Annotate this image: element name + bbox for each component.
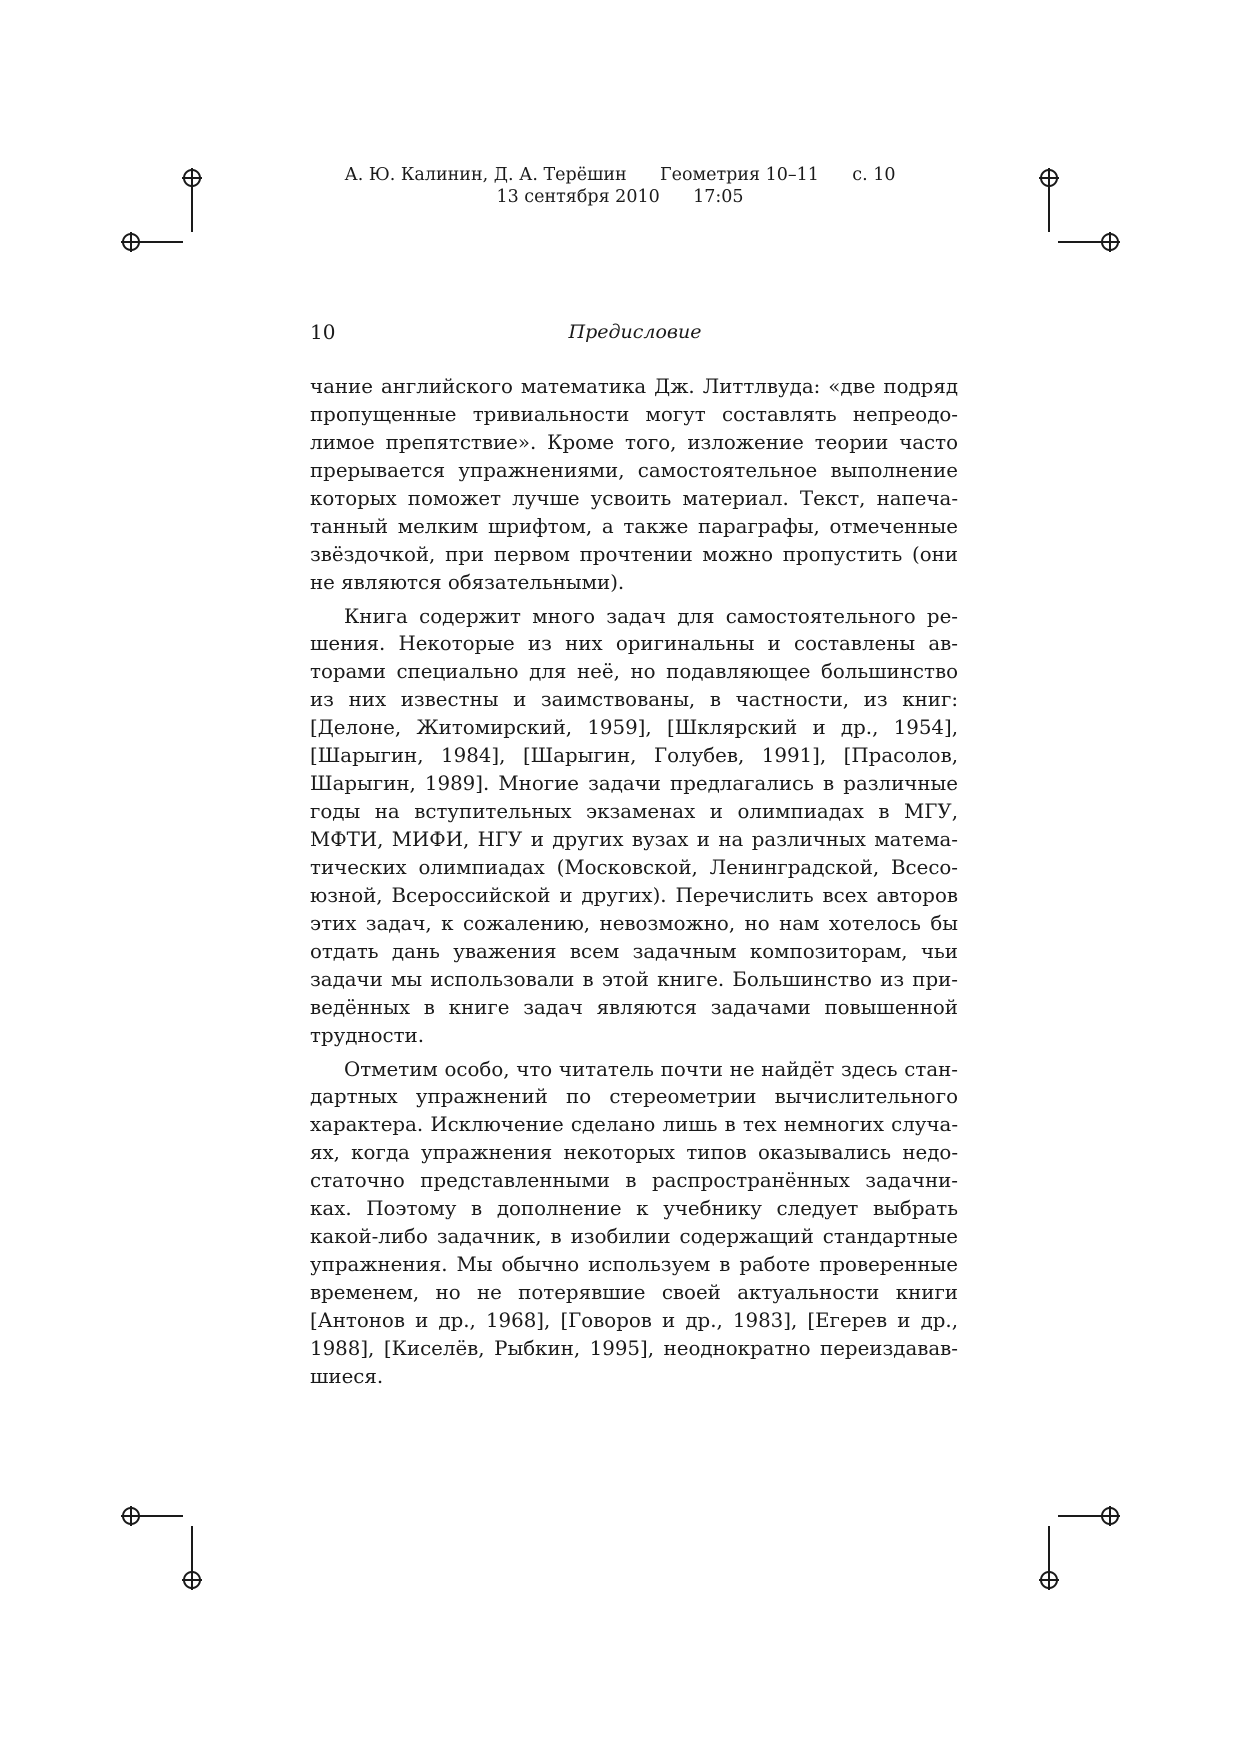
registration-mark-bottom-left-horizontal	[121, 1506, 183, 1526]
text-line: Книга содержит много задач для самостоятельного ре-	[344, 604, 958, 628]
text-line: ях, когда упражнения некоторых типов оказывались недо-	[310, 1141, 958, 1165]
print-slug-title: А. Ю. Калинин, Д. А. Терёшин Геометрия 10–11 с. 10	[344, 165, 896, 185]
registration-mark-top-right-horizontal	[1058, 232, 1120, 252]
text-line: МФТИ, МИФИ, НГУ и других вузах и на различных матема-	[310, 828, 958, 851]
text-line: шения. Некоторые из них оригинальны и составлены ав-	[310, 632, 958, 656]
text-line: упражнения. Мы обычно используем в работе проверенные	[310, 1253, 958, 1277]
registration-mark-bottom-left-vertical	[182, 1526, 202, 1590]
text-line: прерывается упражнениями, самостоятельное выполнение	[310, 458, 958, 482]
text-line: дартных упражнений по стереометрии вычислительного	[310, 1085, 958, 1109]
registration-mark-bottom-right-horizontal	[1058, 1506, 1120, 1526]
text-line: годы на вступительных экзаменах и олимпиадах в МГУ,	[310, 800, 958, 824]
text-line: трудности.	[310, 1023, 425, 1047]
text-line: статочно представленными в распространённых задачни-	[310, 1169, 958, 1193]
paragraph	[310, 603, 958, 1050]
text-line: торами специально для неё, но подавляющее большинство	[310, 660, 958, 684]
text-line: которых поможет лучше усвоить материал. Текст, напеча-	[310, 486, 958, 510]
text-line: Отметим особо, что читатель почти не найдёт здесь стан-	[344, 1057, 958, 1081]
text-line: не являются обязательными).	[310, 570, 625, 594]
text-line: чание английского математика Дж. Литтлвуда: «две подряд	[310, 375, 958, 398]
text-line: характера. Исключение сделано лишь в тех немногих случа-	[310, 1113, 958, 1137]
text-line: отдать дань уважения всем задачным композиторам, чьи	[310, 939, 958, 963]
text-line: из них известны и заимствованы, в частности, из книг:	[310, 688, 958, 712]
running-head	[310, 318, 960, 346]
text-line: временем, но не потерявшие своей актуальности книги	[310, 1281, 958, 1304]
body-text	[310, 373, 958, 1391]
section-title: Предисловие	[568, 321, 702, 343]
paragraph	[310, 373, 958, 597]
text-line: пропущенные тривиальности могут составлять непреодо-	[310, 402, 958, 426]
text-line: этих задач, к сожалению, невозможно, но нам хотелось бы	[310, 911, 958, 935]
paragraph	[310, 1056, 958, 1391]
text-line: задачи мы использовали в этой книге. Большинство из при-	[310, 967, 958, 991]
text-line: лимое препятствие». Кроме того, изложение теории часто	[310, 430, 958, 454]
text-line: [Делоне, Житомирский, 1959], [Шклярский и др., 1954],	[310, 716, 958, 740]
page-number: 10	[310, 320, 336, 344]
text-line: какой-либо задачник, в изобилии содержащий стандартные	[310, 1225, 958, 1249]
text-line: шиеся.	[310, 1364, 384, 1388]
text-line: [Антонов и др., 1968], [Говоров и др., 1983], [Егерев и др.,	[310, 1308, 958, 1332]
text-line: [Шарыгин, 1984], [Шарыгин, Голубев, 1991], [Прасолов,	[310, 744, 958, 768]
text-line: ках. Поэтому в дополнение к учебнику следует выбрать	[310, 1197, 958, 1221]
text-line: юзной, Всероссийской и других). Перечислить всех авторов	[310, 883, 958, 907]
text-line: 1988], [Киселёв, Рыбкин, 1995], неоднократно переиздавав-	[310, 1336, 958, 1360]
text-line: тических олимпиадах (Московской, Ленинградской, Всесо-	[310, 855, 958, 879]
text-line: Шарыгин, 1989]. Многие задачи предлагались в различные	[310, 772, 958, 796]
text-line: ведённых в книге задач являются задачами повышенной	[310, 995, 958, 1019]
registration-mark-bottom-right-vertical	[1039, 1526, 1059, 1590]
text-line: звёздочкой, при первом прочтении можно пропустить (они	[310, 542, 958, 566]
registration-mark-top-left-horizontal	[121, 232, 183, 252]
print-slug-date: 13 сентября 2010 17:05	[496, 187, 744, 207]
text-line: танный мелким шрифтом, а также параграфы, отмеченные	[310, 514, 958, 538]
